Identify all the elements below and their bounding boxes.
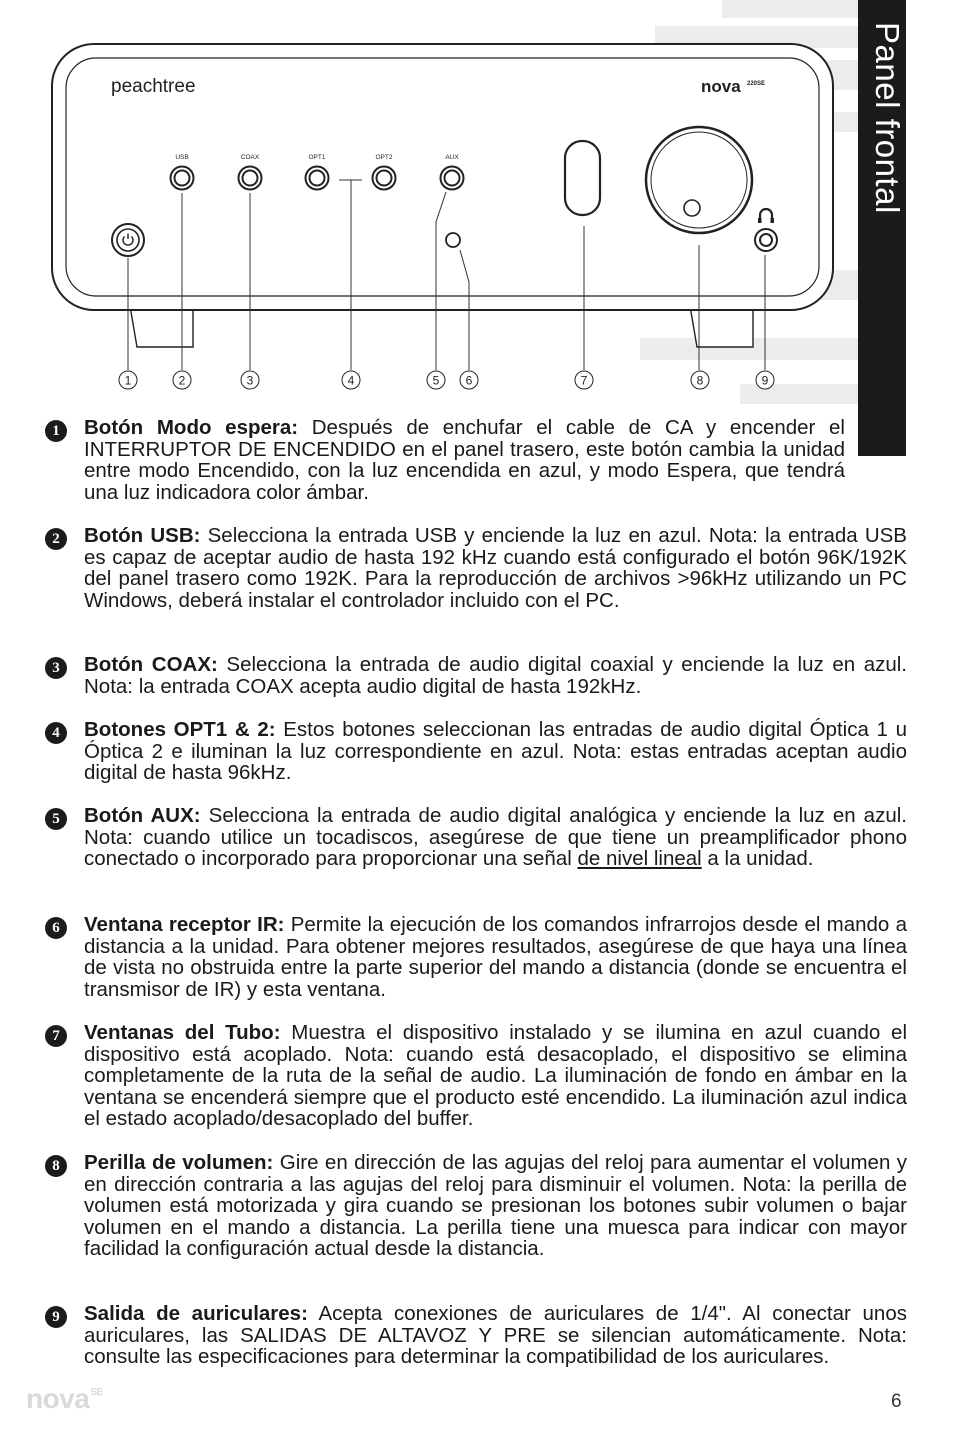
callout-1 <box>119 371 137 389</box>
item-title: Botón Modo espera: <box>84 416 299 439</box>
item-body: Gire en dirección de las agujas del reloj para aumentar el volumen y en dirección contraria a las agujas del reloj para disminuir el volumen. Nota: la perilla de volumen está motorizada y gira cuando se presionan los botones subir volumen o bajar volumen en el mando a distancia. La perilla tiene una muesca para indicar con mayor facilidad la configuración actual desde la distancia. <box>84 1151 907 1261</box>
usb-button[interactable] <box>171 167 194 190</box>
callout-2 <box>173 371 191 389</box>
item-number: 2 <box>45 528 67 550</box>
tube-window <box>565 141 600 215</box>
callout-4 <box>342 371 360 389</box>
label-opt1: OPT1 <box>308 154 326 161</box>
item-number: 8 <box>45 1155 67 1177</box>
item-body: Estos botones seleccionan las entradas de audio digital Óptica 1 u Óptica 2 e iluminan la luz correspondiente en azul. Nota: estas entradas aceptan audio digital de hasta 96kHz. <box>84 718 907 785</box>
item-number: 1 <box>45 420 67 442</box>
aux-button[interactable] <box>441 167 464 190</box>
list-item <box>45 1303 907 1368</box>
item-number: 4 <box>45 722 67 744</box>
item-text <box>84 719 907 784</box>
callout-5 <box>427 371 445 389</box>
svg-text:3: 3 <box>246 373 254 388</box>
item-title: Botón USB: <box>84 524 201 547</box>
item-text <box>84 805 907 870</box>
item-number: 5 <box>45 808 67 830</box>
svg-text:4: 4 <box>347 373 355 388</box>
item-title: Botón COAX: <box>84 653 218 676</box>
list-item <box>45 1022 907 1130</box>
item-title: Botones OPT1 & 2: <box>84 718 276 741</box>
svg-text:7: 7 <box>580 373 588 388</box>
headphone-jack[interactable] <box>755 229 777 251</box>
opt1-button[interactable] <box>306 167 329 190</box>
callout-7 <box>575 371 593 389</box>
callout-9 <box>756 371 774 389</box>
item-text <box>84 525 907 611</box>
list-item <box>45 719 907 784</box>
callout-3 <box>241 371 259 389</box>
item-body-end: a la unidad. <box>701 847 814 871</box>
svg-text:9: 9 <box>761 373 769 388</box>
item-title: Salida de auriculares: <box>84 1302 308 1325</box>
ir-receiver-window <box>446 233 460 247</box>
item-body: Después de enchufar el cable de CA y encender el INTERRUPTOR DE ENCENDIDO en el panel trasero, este botón cambia la unidad entre modo Encendido, con la luz encendida en azul, y modo Espera, que tendrá una luz indicadora color ámbar. <box>84 416 845 504</box>
item-number: 3 <box>45 657 67 679</box>
list-item <box>45 525 907 611</box>
item-title: Ventanas del Tubo: <box>84 1021 281 1044</box>
front-panel-diagram <box>0 0 954 410</box>
item-body: Selecciona la entrada de audio digital analógica y enciende la luz en azul. Nota: cuando utilice un tocadiscos, asegúrese de que tiene un preamplificador phono conectado o incorporado para proporcionar una señal <box>84 804 907 871</box>
item-number: 7 <box>45 1025 67 1047</box>
svg-text:1: 1 <box>124 373 132 388</box>
section-title: Panel frontal <box>869 22 906 214</box>
item-text <box>84 1022 907 1130</box>
item-number: 6 <box>45 917 67 939</box>
list-item <box>45 1152 907 1260</box>
model-logo: nova <box>701 77 741 96</box>
svg-text:5: 5 <box>432 373 440 388</box>
footer-logo: nova$^{SE}$ <box>26 1383 103 1414</box>
item-body: Selecciona la entrada de audio digital coaxial y enciende la luz en azul. Nota: la entrada COAX acepta audio digital de hasta 192kHz. <box>84 653 907 698</box>
model-suffix: 220SE <box>747 81 766 87</box>
item-text <box>84 1152 907 1260</box>
list-item <box>45 914 907 1000</box>
item-text <box>84 417 845 503</box>
item-title: Ventana receptor IR: <box>84 913 285 936</box>
label-aux: AUX <box>445 154 459 161</box>
coax-button[interactable] <box>239 167 262 190</box>
volume-knob[interactable] <box>646 127 752 233</box>
page-number: 6 <box>891 1391 902 1412</box>
item-number: 9 <box>45 1306 67 1328</box>
item-text <box>84 1303 907 1368</box>
item-title: Botón AUX: <box>84 804 201 827</box>
label-coax: COAX <box>240 154 260 161</box>
list-item <box>45 654 907 697</box>
item-text <box>84 654 907 697</box>
callout-6 <box>460 371 478 389</box>
list-item <box>45 417 845 503</box>
callout-8 <box>691 371 709 389</box>
svg-text:8: 8 <box>696 373 704 388</box>
item-body: Muestra el dispositivo instalado y se ilumina en azul cuando el dispositivo está acoplado. Nota: cuando está desacoplado, el dispositivo se elimina completamente de la ruta de la señal de audio. La iluminación de fondo en ámbar en la ventana se encenderá siempre que el producto esté encendido. La iluminación azul indica el estado acoplado/desacoplado del buffer. <box>84 1021 907 1131</box>
list-item <box>45 805 907 870</box>
standby-button[interactable] <box>112 224 144 256</box>
item-body: Acepta conexiones de auriculares de 1/4". Al conectar unos auriculares, las SALIDAS DE ALTAVOZ Y PRE se silencian automáticamente. Nota: consulte las especificaciones para determinar la compatibilidad de los auriculares. <box>84 1302 907 1369</box>
label-usb: USB <box>175 154 189 161</box>
item-underlined: de nivel lineal <box>577 847 702 871</box>
opt2-button[interactable] <box>373 167 396 190</box>
label-opt2: OPT2 <box>375 154 393 161</box>
svg-text:6: 6 <box>465 373 473 388</box>
item-body: Selecciona la entrada USB y enciende la luz en azul. Nota: la entrada USB es capaz de aceptar audio de hasta 192 kHz cuando está configurado el botón 96K/192K del panel trasero como 192K. Para la reproducción de archivos >96kHz utilizando un PC Windows, deberá instalar el controlador incluido con el PC. <box>84 524 907 612</box>
brand-logo: peachtree <box>111 76 196 97</box>
item-body: Permite la ejecución de los comandos infrarrojos desde el mando a distancia a la unidad. Para obtener mejores resultados, asegúrese de que haya una línea de vista no obstruida entre la parte superior del mando a distancia (donde se encuentra el transmisor de IR) y esta ventana. <box>84 913 907 1001</box>
svg-text:2: 2 <box>178 373 186 388</box>
item-title: Perilla de volumen: <box>84 1151 274 1174</box>
item-text <box>84 914 907 1000</box>
